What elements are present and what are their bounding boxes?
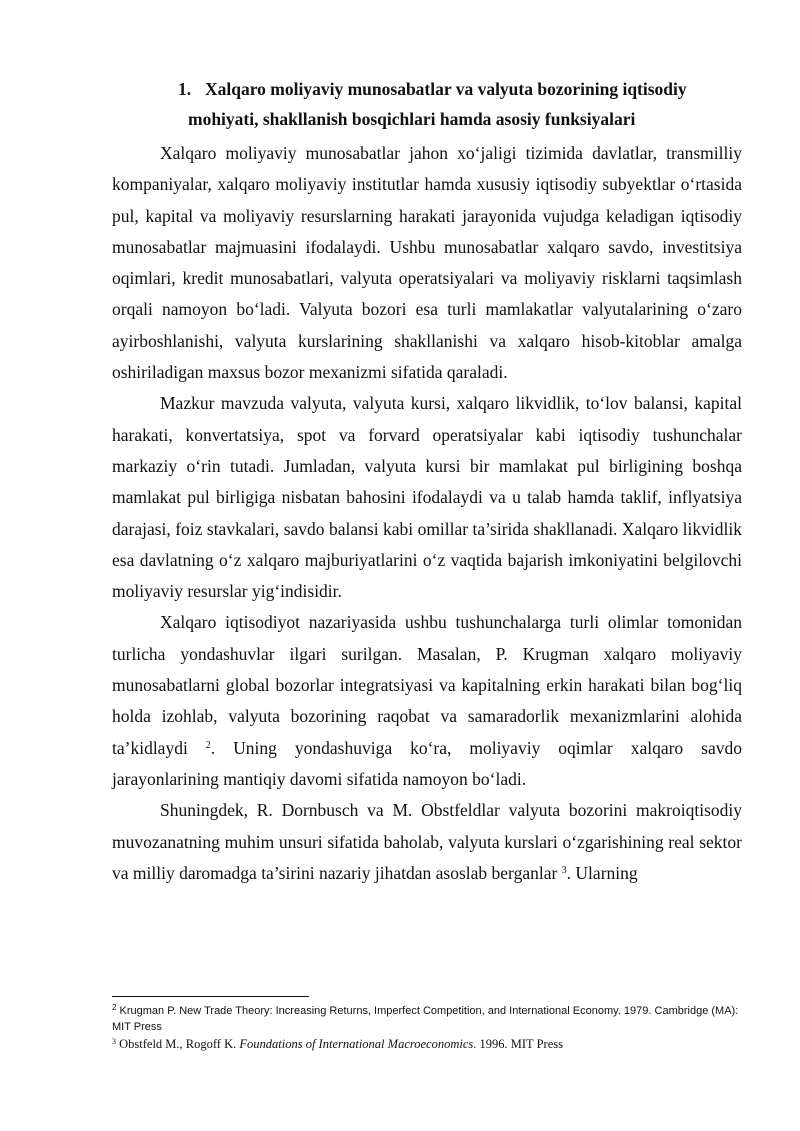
heading-number: 1. (178, 79, 192, 99)
footnote-3-text-a: Obstfeld M., Rogoff K. (116, 1037, 240, 1051)
footnotes (112, 1004, 742, 1055)
paragraph-4 (112, 795, 742, 889)
footnote-ref-3[interactable]: 3 (561, 864, 567, 876)
footnote-3-mark: 3 (112, 1037, 116, 1046)
paragraph-3-text-b: . Uning yondashuviga ko‘ra, moliyaviy oqimlar xalqaro savdo jarayonlarining mantiqiy davomi sifatida namoyon bo‘ladi. (112, 737, 742, 789)
paragraph-4-text-b: . Ularning (566, 862, 638, 883)
footnote-2 (112, 1004, 742, 1035)
paragraph-2: Mazkur mavzuda valyuta, valyuta kursi, xalqaro likvidlik, to‘lov balansi, kapital harakati, konvertatsiya, spot va forvard operatsiyalar kabi iqtisodiy tushunchalar markaziy o‘rin tutadi. Jumladan, valyuta kursi bir mamlakat pul birligining boshqa mamlakat pul birligiga nisbatan bahosini ifodalaydi va u talab hamda taklif, inflyatsiya darajasi, foiz stavkalari, savdo balansi kabi omillar ta’sirida shakllanadi. Xalqaro likvidlik esa davlatning o‘z xalqaro majburiyatlarini o‘z vaqtida bajarish imkoniyatini belgilovchi moliyaviy resurslar yig‘indisidir. (112, 393, 742, 602)
paragraph-3-text-a: Xalqaro iqtisodiyot nazariyasida ushbu tushunchalarga turli olimlar tomonidan turlicha yondashuvlar ilgari surilgan. Masalan, P. Krugman xalqaro moliyaviy munosabatlarni global bozorlar integratsiyasi va kapitalning erkin harakati bilan bog‘liq holda izohlab, valyuta bozorining raqobat va samaradorlik mexanizmlarini alohida ta’kidlaydi (112, 612, 742, 758)
footnote-3-title: Foundations of International Macroeconomics (239, 1037, 474, 1051)
paragraph-3 (112, 607, 742, 795)
heading-line-2: mohiyati, shakllanish bosqichlari hamda asosiy funksiyalari (188, 109, 636, 129)
footnote-ref-2[interactable]: 2 (205, 739, 211, 751)
footnote-divider (112, 996, 309, 997)
paragraph-4-text-a: Shuningdek, R. Dornbusch va M. Obstfeldlar valyuta bozorini makroiqtisodiy muvozanatning muhim unsuri sifatida baholab, valyuta kurslari o‘zgarishining real sektor va milliy daromadga ta’sirini nazariy jihatdan asoslab berganlar (112, 800, 742, 883)
section-heading (178, 74, 738, 134)
footnote-2-text: Krugman P. New Trade Theory: Increasing Returns, Imperfect Competition, and International Economy. 1979. Cambridge (MA): MIT Press (112, 1005, 739, 1033)
footnote-3 (112, 1037, 742, 1053)
footnote-3-text-b: . 1996. MIT Press (473, 1037, 563, 1051)
paragraph-1: Xalqaro moliyaviy munosabatlar jahon xo‘jaligi tizimida davlatlar, transmilliy kompaniyalar, xalqaro moliyaviy institutlar hamda xususiy iqtisodiy subyektlar o‘rtasida pul, kapital va moliyaviy resurslarning harakati jarayonida vujudga keladigan iqtisodiy munosabatlar majmuasini ifodalaydi. Ushbu munosabatlar xalqaro savdo, investitsiya oqimlari, kredit munosabatlari, valyuta operatsiyalari va moliyaviy risklarni taqsimlash orqali namoyon bo‘ladi. Valyuta bozori esa turli mamlakatlar valyutalarining o‘zaro ayirboshlanishi, valyuta kurslarining shakllanishi va xalqaro hisob-kitoblar amalga oshiriladigan maxsus bozor mexanizmi sifatida qaraladi. (112, 143, 742, 383)
footnote-2-mark: 2 (112, 1003, 117, 1012)
body-text (112, 138, 742, 889)
heading-text-1: Xalqaro moliyaviy munosabatlar va valyuta bozorining iqtisodiy (205, 79, 687, 99)
heading-line-1 (178, 74, 738, 104)
